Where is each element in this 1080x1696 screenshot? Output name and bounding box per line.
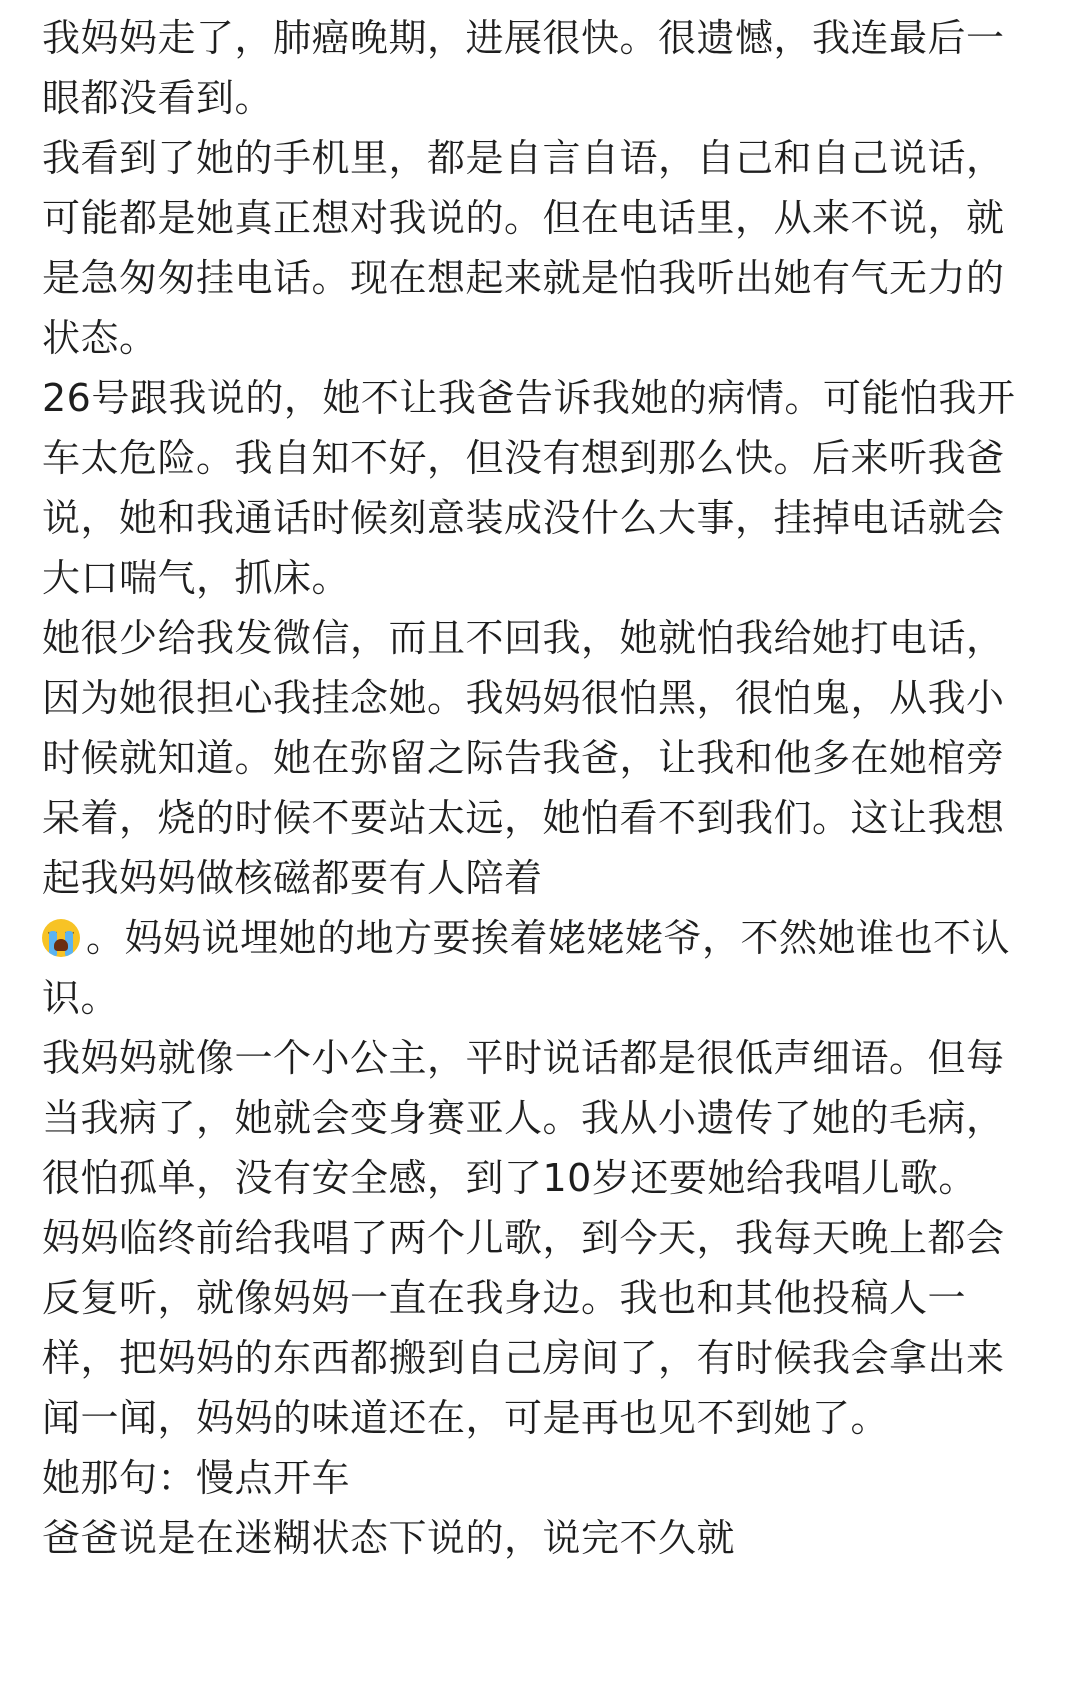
paragraph-2: 我看到了她的手机里，都是自言自语，自己和自己说话，可能都是她真正想对我说的。但在电话里，从来不说，就是急匆匆挂电话。现在想起来就是怕我听出她有气无力的状态。 xyxy=(42,136,1005,360)
paragraph-7: 她那句：慢点开车 xyxy=(42,1456,351,1500)
paragraph-3: 26号跟我说的，她不让我爸告诉我她的病情。可能怕我开车太危险。我自知不好，但没有想到那么快。后来听我爸说，她和我通话时候刻意装成没什么大事，挂掉电话就会大口喘气，抓床。 xyxy=(42,376,1016,600)
paragraph-4 xyxy=(42,608,1042,1028)
paragraph-6: 妈妈临终前给我唱了两个儿歌，到今天，我每天晚上都会反复听，就像妈妈一直在我身边。我也和其他投稿人一样，把妈妈的东西都搬到自己房间了，有时候我会拿出来闻一闻，妈妈的味道还在，可是再也见不到她了。 xyxy=(42,1216,1005,1440)
post-body xyxy=(42,8,1042,1568)
paragraph-4-text-b: 。妈妈说埋她的地方要挨着姥姥姥爷，不然她谁也不认识。 xyxy=(42,916,1011,1020)
paragraph-1: 我妈妈走了，肺癌晚期，进展很快。很遗憾，我连最后一眼都没看到。 xyxy=(42,16,1005,120)
paragraph-5: 我妈妈就像一个小公主，平时说话都是很低声细语。但每当我病了，她就会变身赛亚人。我从小遗传了她的毛病，很怕孤单，没有安全感，到了10岁还要她给我唱儿歌。 xyxy=(42,1036,1005,1200)
paragraph-8: 爸爸说是在迷糊状态下说的，说完不久就 xyxy=(42,1516,736,1560)
truncation-fade xyxy=(720,1640,1080,1696)
loudly-crying-face-icon xyxy=(42,919,80,957)
paragraph-4-text-a: 她很少给我发微信，而且不回我，她就怕我给她打电话，因为她很担心我挂念她。我妈妈很怕黑，很怕鬼，从我小时候就知道。她在弥留之际告我爸，让我和他多在她棺旁呆着，烧的时候不要站太远，她怕看不到我们。这让我想起我妈妈做核磁都要有人陪着 xyxy=(42,616,1005,900)
